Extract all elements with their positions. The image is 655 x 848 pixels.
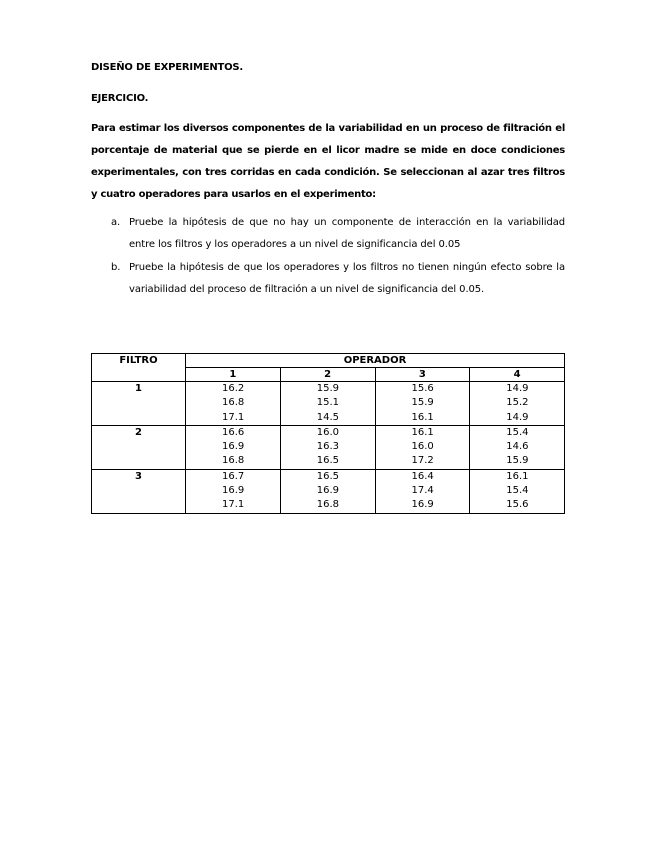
cell-value: 16.3: [316, 441, 340, 453]
cell-value: 16.9: [411, 499, 434, 511]
cell-value: 16.0: [316, 426, 340, 438]
question-marker: b.: [111, 262, 121, 273]
filter-header: FILTRO: [92, 354, 186, 382]
filter-label: 3: [92, 469, 186, 513]
document-title: DISEÑO DE EXPERIMENTOS.: [91, 62, 244, 73]
data-cell: [375, 382, 470, 426]
data-cell: [186, 469, 281, 513]
question-b: [111, 257, 565, 300]
operator-number: 2: [280, 368, 375, 382]
cell-value: 15.6: [411, 383, 434, 394]
data-cell: [280, 469, 375, 513]
cell-value: 15.9: [506, 455, 529, 467]
data-cell: [280, 382, 375, 426]
operator-number: 4: [470, 368, 565, 382]
cell-value: 16.0: [411, 441, 434, 453]
cell-value: 16.8: [222, 455, 245, 467]
cell-value: 16.8: [316, 499, 340, 511]
question-a: [111, 212, 565, 255]
data-cell: [186, 382, 281, 426]
cell-value: 14.9: [506, 383, 529, 394]
cell-value: 14.5: [316, 411, 340, 423]
question-marker: a.: [111, 217, 121, 228]
cell-value: 15.1: [316, 397, 340, 409]
cell-value: 16.9: [316, 485, 340, 497]
question-list: [111, 212, 565, 300]
filter-label: 1: [92, 382, 186, 426]
data-cell: [375, 469, 470, 513]
data-table: [91, 353, 565, 514]
table-row: [92, 382, 565, 426]
cell-value: 16.7: [222, 470, 245, 482]
data-cell: [375, 425, 470, 469]
cell-value: 17.4: [411, 485, 434, 497]
cell-value: 15.4: [506, 485, 529, 497]
cell-value: 16.9: [222, 441, 245, 453]
cell-value: 17.2: [411, 455, 434, 467]
intro-paragraph: Para estimar los diversos componentes de la variabilidad en un proceso de filtración el porcentaje de material que se pierde en el licor madre se mide en doce condiciones experimentales, con tres corridas en cada condición. Se seleccionan al azar tres filtros y cuatro operadores para usarlos en el experimento:: [91, 123, 565, 200]
cell-value: 16.4: [411, 470, 434, 482]
data-cell: [186, 425, 281, 469]
table-header-row: [92, 354, 565, 368]
cell-value: 14.6: [506, 441, 529, 453]
cell-value: 17.1: [222, 499, 245, 511]
data-cell: [470, 469, 565, 513]
cell-value: 16.2: [222, 383, 245, 394]
exercise-heading: EJERCICIO.: [91, 93, 149, 104]
table-row: [92, 425, 565, 469]
data-cell: [280, 425, 375, 469]
filter-label: 2: [92, 425, 186, 469]
cell-value: 16.1: [411, 411, 434, 423]
question-text: Pruebe la hipótesis de que los operadores y los filtros no tienen ningún efecto sobre la variabilidad del proceso de filtración a un nivel de significancia del 0.05.: [129, 262, 565, 295]
table-row: [92, 469, 565, 513]
cell-value: 15.9: [411, 397, 434, 409]
operator-header: OPERADOR: [186, 354, 565, 368]
cell-value: 15.6: [506, 499, 529, 511]
cell-value: 16.5: [316, 455, 340, 467]
operator-number: 1: [186, 368, 281, 382]
data-cell: [470, 382, 565, 426]
cell-value: 15.4: [506, 426, 529, 438]
cell-value: 16.9: [222, 485, 245, 497]
cell-value: 16.8: [222, 397, 245, 409]
cell-value: 16.6: [222, 426, 245, 438]
cell-value: 14.9: [506, 411, 529, 423]
operator-number: 3: [375, 368, 470, 382]
cell-value: 15.2: [506, 397, 529, 409]
data-cell: [470, 425, 565, 469]
question-text: Pruebe la hipótesis de que no hay un componente de interacción en la variabilidad entre los filtros y los operadores a un nivel de significancia del 0.05: [129, 217, 565, 250]
cell-value: 16.1: [411, 426, 434, 438]
cell-value: 16.5: [316, 470, 340, 482]
cell-value: 17.1: [222, 411, 245, 423]
cell-value: 15.9: [316, 383, 340, 394]
cell-value: 16.1: [506, 470, 529, 482]
